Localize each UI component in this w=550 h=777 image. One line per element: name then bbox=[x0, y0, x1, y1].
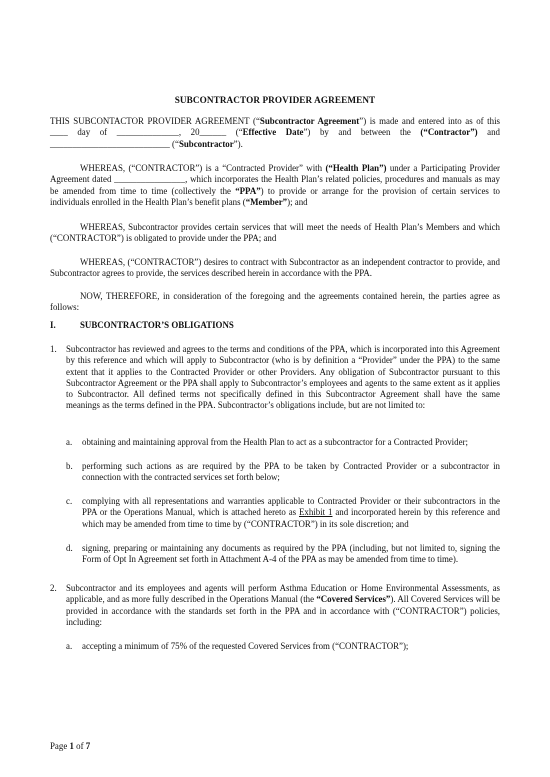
numbered-item-2 bbox=[50, 583, 500, 628]
document-title: SUBCONTRACTOR PROVIDER AGREEMENT bbox=[174, 95, 376, 105]
term-covered-services: “Covered Services” bbox=[316, 594, 391, 605]
sub-item-letter: c. bbox=[66, 496, 73, 506]
footer-text: Page bbox=[50, 741, 70, 751]
section-number: I. bbox=[50, 320, 56, 330]
intro-term-effective-date: Effective Date bbox=[242, 127, 304, 138]
now-therefore-paragraph: NOW, THEREFORE, in consideration of the foregoing and the agreements contained herein, the parties agree as follows: bbox=[50, 291, 500, 313]
term-ppa: “PPA” bbox=[235, 185, 261, 196]
sub-item-text: obtaining and maintaining approval from the Health Plan to act as a subcontractor for a Contracted Provider; bbox=[82, 437, 468, 447]
intro-text: and ___________________________ (“ bbox=[50, 127, 500, 149]
sub-item-2a bbox=[66, 641, 500, 652]
section-title: SUBCONTRACTOR’S OBLIGATIONS bbox=[80, 320, 234, 330]
sub-item-letter: b. bbox=[66, 461, 73, 471]
intro-term-agreement: Subcontractor Agreement bbox=[259, 116, 360, 126]
sub-item-text-part: complying with all representations and warranties applicable to Contracted Provider or their subcontractors in the PPA or the Operations Manual, which is attached hereto as bbox=[82, 496, 500, 518]
sub-item-text: accepting a minimum of 75% of the requested Covered Services from (“CONTRACTOR”); bbox=[82, 641, 409, 651]
sub-item-text-part: and incorporated herein by this reference and which may be amended from time to time by (“CONTRACTOR”) in its sole discretion; and bbox=[82, 507, 500, 529]
page-total: 7 bbox=[85, 741, 91, 751]
intro-text: ”) is made and entered into as of this ____ day of ______________, 20______ (“ bbox=[50, 116, 500, 138]
whereas-paragraph-2: WHEREAS, Subcontractor provides certain services that will meet the needs of Health Plan’s Members and which (“CONTRACTOR”) is obligated to provide under the PPA; and bbox=[50, 222, 500, 244]
sub-item-1c bbox=[66, 496, 500, 530]
intro-term-subcontractor: Subcontractor bbox=[178, 138, 234, 149]
item-number: 2. bbox=[50, 583, 57, 593]
sub-item-text: signing, preparing or maintaining any documents as required by the PPA (including, but not limited to, signing the Form of Opt In Agreement set forth in Attachment A-4 of the PPA as may be amended from time to time). bbox=[82, 543, 500, 565]
item-text-part: ). All Covered Services will be provided in accordance with the standards set forth in the PPA and in accordance with (“CONTRACTOR”) policies, including: bbox=[66, 594, 500, 627]
intro-paragraph bbox=[50, 116, 500, 150]
item-text-part: Subcontractor and its employees and agents will perform Asthma Education or Home Environmental Assessments, as applicable, and as more fully described in the Operations Manual (the bbox=[66, 583, 500, 605]
sub-item-letter: a. bbox=[66, 437, 73, 447]
term-health-plan: (“Health Plan”) bbox=[325, 163, 387, 173]
intro-text: ”) by and between the bbox=[303, 127, 421, 138]
page-footer bbox=[50, 741, 90, 752]
whereas-text: WHEREAS, (“CONTRACTOR”) is a “Contracted Provider” with bbox=[80, 163, 326, 173]
item-text: Subcontractor has reviewed and agrees to the terms and conditions of the PPA, which is incorporated into this Agreement by this reference and which will apply to Subcontractor (who is by definition a “Provider” under the PPA) to the same extent that it applies to the Contracted Provider or other Providers. Any obligation of Subcontractor pursuant to this Subcontractor Agreement or the PPA shall apply to Subcontractor’s employees and agents to the same extent as it applies to Subcontractor. All defined terms not specifically defined in this Subcontractor Agreement shall have the same meanings as the terms defined in the PPA. Subcontractor’s obligations include, but are not limited to: bbox=[66, 344, 500, 411]
sub-item-text bbox=[82, 496, 500, 530]
page-number: 1 bbox=[69, 741, 74, 751]
whereas-text: ); and bbox=[287, 196, 308, 207]
whereas-text: under a Participating Provider Agreement dated ________________, which incorporates the Health Plan’s related policies, procedures and manuals as may be amended from time to time (collectively the bbox=[50, 163, 501, 196]
exhibit-1-link[interactable]: Exhibit 1 bbox=[299, 507, 333, 518]
whereas-paragraph-3: WHEREAS, (“CONTRACTOR”) desires to contract with Subcontractor as an independent contractor to provide, and Subcontractor agrees to provide, the services described herein in accordance with the PPA. bbox=[50, 257, 500, 279]
whereas-text: ) to provide or arrange for the provision of certain services to individuals enrolled in the Health Plan’s benefit plans ( bbox=[50, 185, 500, 207]
sub-item-1a bbox=[66, 437, 500, 448]
intro-term-contractor: (“Contractor”) bbox=[420, 127, 478, 138]
intro-text: ”). bbox=[233, 138, 243, 149]
sub-item-1b bbox=[66, 461, 500, 484]
intro-text: THIS SUBCONTACTOR PROVIDER AGREEMENT (“ bbox=[50, 116, 260, 126]
sub-item-text: performing such actions as are required by the PPA to be taken by Contracted Provider or a subcontractor in connection with the contracted services set forth below; bbox=[82, 461, 500, 483]
footer-text: of bbox=[73, 741, 86, 751]
whereas-paragraph-1 bbox=[50, 163, 500, 208]
sub-item-letter: a. bbox=[66, 641, 73, 651]
numbered-item-1 bbox=[50, 344, 500, 412]
section-heading bbox=[50, 320, 500, 331]
item-text bbox=[66, 583, 500, 628]
sub-item-1d bbox=[66, 543, 500, 566]
term-member: “Member” bbox=[245, 196, 288, 207]
sub-item-letter: d. bbox=[66, 543, 73, 553]
item-number: 1. bbox=[50, 344, 57, 354]
